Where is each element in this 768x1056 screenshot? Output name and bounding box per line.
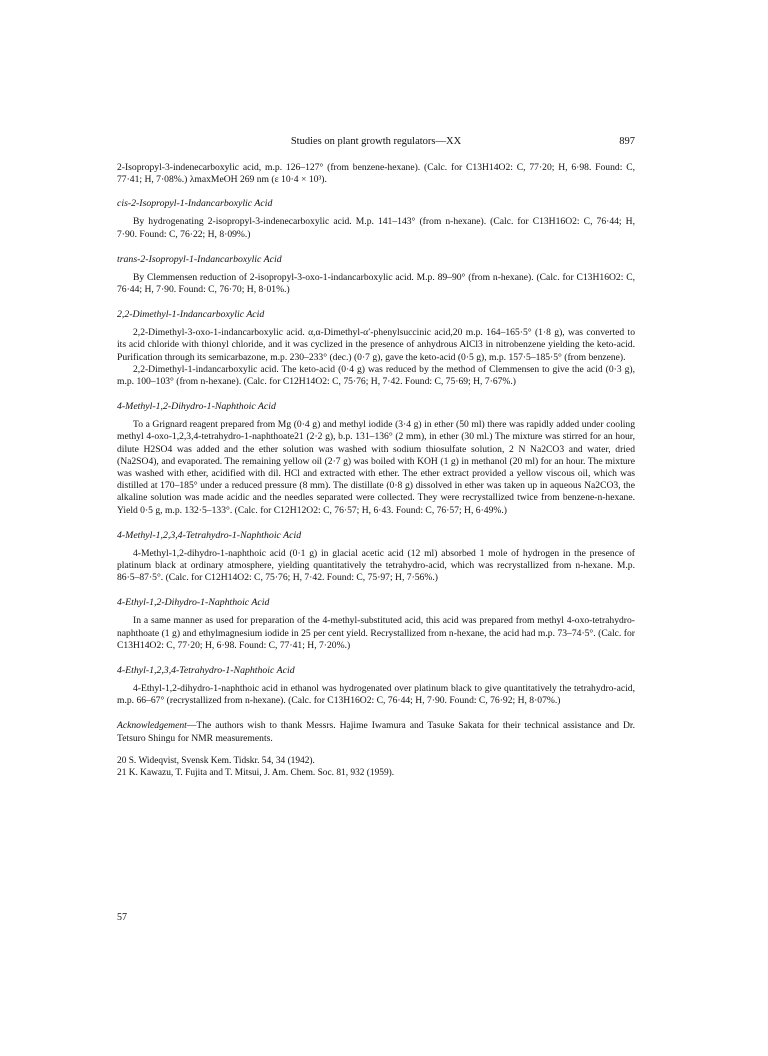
references: [117, 755, 635, 779]
paragraph: By Clemmensen reduction of 2-isopropyl-3-oxo-1-indancarboxylic acid. M.p. 89–90° (from n-hexane). (Calc. for C13H16O2: C, 76·44; H, 7·90. Found: C, 76·70; H, 8·01%.): [117, 271, 635, 296]
paragraph: 4-Ethyl-1,2-dihydro-1-naphthoic acid in ethanol was hydrogenated over platinum black to give quantitatively the tetrahydro-acid, m.p. 66–67° (recrystallized from n-hexane). (Calc. for C13H16O2: C, 76·44; H, 7·90. Found: C, 76·92; H, 8·07%.): [117, 683, 635, 707]
acknowledgement: [117, 720, 635, 744]
paragraph: 2,2-Dimethyl-3-oxo-1-indancarboxylic acid. α,α-Dimethyl-α′-phenylsuccinic acid,20 m.p. 164–165·5° (1·8 g), was converted to its acid chloride with thionyl chloride, and it was cyclized in the presence of anhydrous AlCl3 in nitrobenzene yielding the keto-acid. Purification through its semicarbazone, m.p. 230–233° (dec.) (0·7 g), gave the keto-acid (0·5 g), m.p. 157·5–185·5° (from benzene).: [117, 327, 635, 363]
folio-number: 57: [117, 912, 127, 923]
reference-item: 21 K. Kawazu, T. Fujita and T. Mitsui, J. Am. Chem. Soc. 81, 932 (1959).: [117, 767, 395, 778]
page-header: [117, 136, 635, 150]
paragraph: 4-Methyl-1,2-dihydro-1-naphthoic acid (0·1 g) in glacial acetic acid (12 ml) absorbed 1 mole of hydrogen in the presence of platinum black at ordinary atmosphere, yielding quantitatively the tetrahydro-acid, which was recrystallized from n-hexane. M.p. 86·5–87·5°. (Calc. for C12H14O2: C, 75·76; H, 7·42. Found: C, 75·97; H, 7·56%.): [117, 547, 635, 584]
paragraph: In a same manner as used for preparation of the 4-methyl-substituted acid, this acid was prepared from methyl 4-oxo-tetrahydro-naphthoate (1 g) and ethylmagnesium iodide in 25 per cent yield. Recrystallized from n-hexane, the acid had m.p. 73–74·5°. (Calc. for C13H14O2: C, 77·20; H, 6·98. Found: C, 77·41; H, 7·20%.): [117, 615, 635, 651]
paragraph: By hydrogenating 2-isopropyl-3-indenecarboxylic acid. M.p. 141–143° (from n-hexane). (Calc. for C13H16O2: C, 76·44; H, 7·90. Found: C, 76·22; H, 8·09%.): [117, 216, 635, 240]
paragraph: 2,2-Dimethyl-1-indancarboxylic acid. The keto-acid (0·4 g) was reduced by the method of Clemmensen to give the acid (0·3 g), m.p. 100–103° (from n-hexane). (Calc. for C12H14O2: C, 75·76; H, 7·42. Found: C, 75·69; H, 7·67%.): [117, 363, 635, 388]
acknowledgement-text: —The authors wish to thank Messrs. Hajime Iwamura and Tasuke Sakata for their technical assistance and Dr. Tetsuro Shingu for NMR measurements.: [117, 720, 635, 744]
paragraph: To a Grignard reagent prepared from Mg (0·4 g) and methyl iodide (3·4 g) in ether (50 ml) there was rapidly added under cooling methyl 4-oxo-1,2,3,4-tetrahydro-1-naphthoate21 (2·2 g), b.p. 131–136° (2 mm), in ether (30 ml.) The mixture was stirred for an hour, dilute H2SO4 was added and the ether solution was washed with sodium thiosulfate solution, 2 N Na2CO3 and water, dried (Na2SO4), and evaporated. The remaining yellow oil (2·7 g) was boiled with KOH (1 g) in methanol (20 ml) for an hour. The mixture was washed with ether, acidified with dil. HCl and extracted with ether. The ether extract provided a yellow viscous oil, which was distilled at 170–185° under a reduced pressure (8 mm). The distillate (0·8 g) dissolved in ether was taken up in aqueous Na2CO3, the alkaline solution was made acidic and the needles separated were collected. They were recrystallized twice from benzene-n-hexane. Yield 0·5 g, m.p. 132·5–133°. (Calc. for C12H12O2: C, 76·57; H, 6·43. Found: C, 76·57; H, 6·49%.): [117, 419, 635, 516]
reference-item: 20 S. Wideqvist, Svensk Kem. Tidskr. 54, 34 (1942).: [117, 755, 315, 766]
page-number: 897: [619, 136, 635, 147]
section-heading: 4-Methyl-1,2-Dihydro-1-Naphthoic Acid: [117, 401, 276, 413]
section-heading: 2,2-Dimethyl-1-Indancarboxylic Acid: [117, 309, 265, 321]
section-heading: 4-Ethyl-1,2,3,4-Tetrahydro-1-Naphthoic Acid: [117, 665, 295, 677]
section-heading: cis-2-Isopropyl-1-Indancarboxylic Acid: [117, 198, 273, 210]
running-title: Studies on plant growth regulators—XX: [290, 136, 462, 147]
section-heading: 4-Methyl-1,2,3,4-Tetrahydro-1-Naphthoic Acid: [117, 529, 302, 541]
section-heading: 4-Ethyl-1,2-Dihydro-1-Naphthoic Acid: [117, 597, 270, 609]
section-heading: trans-2-Isopropyl-1-Indancarboxylic Acid: [117, 253, 282, 265]
acknowledgement-lead: Acknowledgement: [117, 720, 187, 732]
paragraph: 2-Isopropyl-3-indenecarboxylic acid, m.p. 126–127° (from benzene-hexane). (Calc. for C13H14O2: C, 77·20; H, 6·98. Found: C, 77·41; H, 7·08%.) λmaxMeOH 269 nm (ε 10·4 × 10³).: [117, 162, 635, 186]
page-content: [117, 136, 635, 779]
